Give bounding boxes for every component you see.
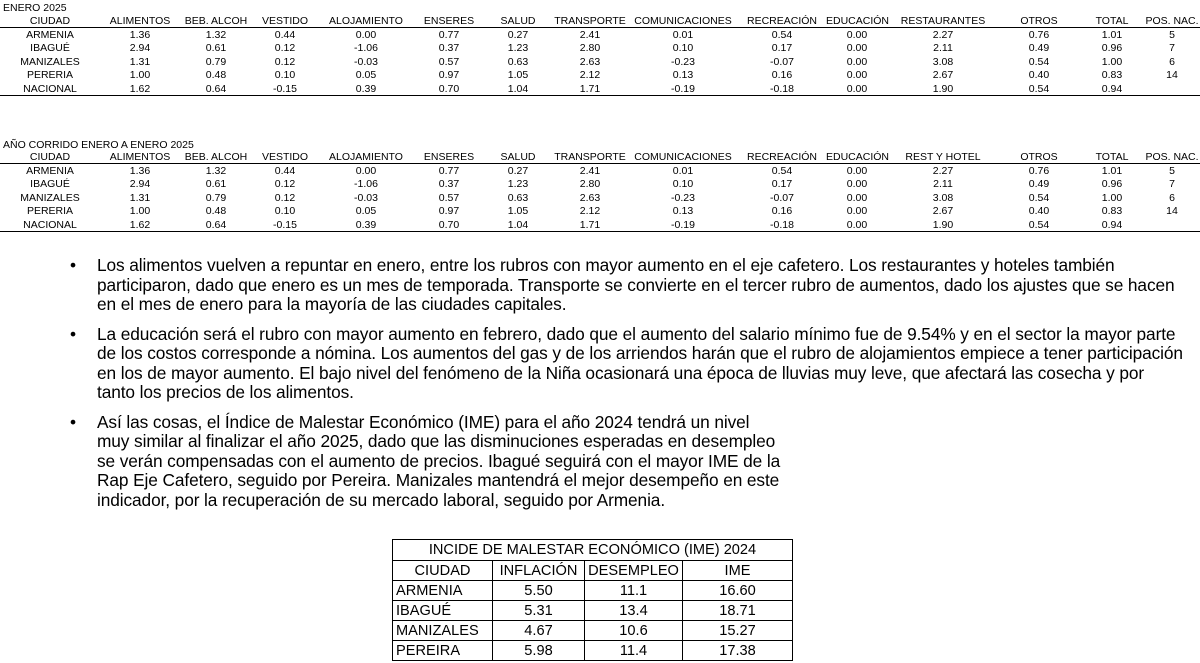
value-cell: 0.54 (998, 82, 1080, 96)
value-cell: 2.12 (579, 205, 601, 218)
column-header: EDUCACIÓN (826, 150, 890, 163)
value-cell: 0.76 (1028, 29, 1050, 42)
value-cell: 0.44 (274, 165, 296, 178)
column-header: SALUD (484, 150, 552, 164)
ime-row (393, 641, 793, 661)
bullet-text: Así las cosas, el Índice de Malestar Económico (IME) para el año 2024 tendrá un nivel muy similar al finalizar el año 2025, dado que las disminuciones esperadas en desempleo se verán compensadas con el aumento de precios. Ibagué seguirá con el mayor IME de la Rap Eje Cafetero, seguido por Pereira. Manizales mantendrá el mejor desempeño en este indicador, por la recuperación de su mercado laboral, seguido por Armenia. (97, 411, 781, 510)
ime-table-title: INCIDE DE MALESTAR ECONÓMICO (IME) 2024 (392, 539, 793, 560)
value-cell: 1.36 (129, 29, 151, 42)
value-cell: 0.37 (438, 42, 460, 55)
value-cell: 0.49 (1028, 178, 1050, 191)
city-cell: MANIZALES (393, 621, 493, 641)
value-cell: -0.07 (770, 55, 794, 68)
value-cell: 1.04 (484, 82, 552, 96)
value-cell: 0.01 (672, 165, 694, 178)
value-cell: 0.76 (1028, 165, 1050, 178)
value-cell: -1.06 (354, 178, 378, 191)
column-header: BEB. ALCOH (180, 14, 252, 28)
value-cell: 0.48 (205, 69, 227, 82)
value-cell: 0.70 (414, 218, 484, 232)
value-cell: -0.18 (738, 218, 826, 232)
value-cell: 0.64 (180, 82, 252, 96)
value-cell: 2.94 (129, 42, 151, 55)
value-cell: 1.05 (507, 69, 529, 82)
bullet-item (68, 325, 1183, 403)
value-cell: 1.23 (507, 42, 529, 55)
value-cell: 0.44 (274, 29, 296, 42)
value-cell: 0.00 (846, 178, 868, 191)
bullet-dot: • (70, 411, 76, 432)
column-header: ALIMENTOS (100, 150, 180, 164)
value-cell: 1.62 (100, 218, 180, 232)
value-cell: 0.16 (771, 205, 793, 218)
city-cell: PERERIA (26, 69, 74, 82)
value-cell: 18.71 (683, 601, 793, 621)
city-cell: IBAGUÉ (393, 601, 493, 621)
column-header: TRANSPORTE (552, 14, 628, 28)
column-header: POS. NAC. (1145, 14, 1199, 27)
table-row (0, 69, 1200, 82)
value-cell: 0.00 (846, 205, 868, 218)
city-cell: MANIZALES (20, 191, 80, 204)
value-cell: -0.18 (738, 82, 826, 96)
city-cell: NACIONAL (0, 82, 100, 96)
value-cell: 0.64 (180, 218, 252, 232)
column-header: VESTIDO (252, 150, 318, 164)
value-cell: 0.61 (205, 178, 227, 191)
column-header: CIUDAD (0, 150, 100, 164)
value-cell: 0.54 (1028, 191, 1050, 204)
value-cell: 2.11 (933, 42, 953, 55)
table1-title: ENERO 2025 (3, 2, 67, 14)
value-cell: 1.00 (1101, 191, 1123, 204)
value-cell: 1.00 (1101, 55, 1123, 68)
value-cell: 2.80 (579, 42, 601, 55)
city-cell: ARMENIA (26, 165, 74, 178)
value-cell: 5 (1169, 165, 1175, 178)
bullet-dot: • (70, 323, 76, 344)
value-cell: -0.15 (252, 218, 318, 232)
value-cell: 0.27 (507, 29, 529, 42)
value-cell: 7 (1169, 42, 1175, 55)
value-cell: 16.60 (683, 581, 793, 601)
value-cell: 5 (1169, 29, 1175, 42)
value-cell: 0.83 (1101, 205, 1123, 218)
value-cell: 1.01 (1101, 165, 1123, 178)
value-cell: 0.00 (846, 29, 868, 42)
column-header: ALIMENTOS (100, 14, 180, 28)
value-cell: -0.15 (252, 82, 318, 96)
value-cell: -0.23 (671, 55, 695, 68)
value-cell: 1.00 (129, 69, 151, 82)
value-cell (1144, 82, 1200, 96)
table-row (0, 218, 1200, 232)
value-cell: 4.67 (493, 621, 585, 641)
value-cell: 0.97 (438, 205, 460, 218)
value-cell: 2.41 (579, 165, 601, 178)
value-cell: 0.40 (1028, 69, 1050, 82)
city-cell: NACIONAL (0, 218, 100, 232)
value-cell: 15.27 (683, 621, 793, 641)
value-cell: 0.57 (438, 55, 460, 68)
value-cell: 0.00 (826, 218, 888, 232)
value-cell: 2.12 (579, 69, 601, 82)
ime-row (393, 621, 793, 641)
bullet-item (68, 413, 1183, 511)
value-cell: 0.54 (771, 165, 793, 178)
value-cell: 0.01 (672, 29, 694, 42)
value-cell: -0.19 (628, 218, 738, 232)
value-cell: 14 (1166, 205, 1178, 218)
value-cell: 5.98 (493, 641, 585, 661)
column-header: POS. NAC. (1145, 150, 1199, 163)
table-row (0, 164, 1200, 178)
value-cell: 0.12 (274, 55, 296, 68)
column-header: BEB. ALCOH (180, 150, 252, 164)
value-cell: 0.00 (355, 165, 377, 178)
value-cell: 0.37 (438, 178, 460, 191)
value-cell: 5.50 (493, 581, 585, 601)
column-header: SALUD (484, 14, 552, 28)
ime-table (392, 539, 793, 661)
value-cell: 0.49 (1028, 42, 1050, 55)
table-row (0, 205, 1200, 218)
value-cell: 0.27 (507, 165, 529, 178)
value-cell: 13.4 (585, 601, 683, 621)
value-cell: 1.04 (484, 218, 552, 232)
value-cell: 6 (1169, 55, 1175, 68)
value-cell: 2.27 (932, 29, 954, 42)
table-row (0, 178, 1200, 191)
column-header: CIUDAD (0, 14, 100, 28)
value-cell: 2.63 (579, 55, 601, 68)
value-cell: 0.10 (274, 69, 296, 82)
value-cell: 0.54 (1028, 55, 1050, 68)
value-cell: 14 (1166, 69, 1178, 82)
column-header: EDUCACIÓN (826, 14, 890, 27)
bullet-text: Los alimentos vuelven a repuntar en enero, entre los rubros con mayor aumento en el eje cafetero. Los restaurantes y hoteles también participaron, dado que enero es un mes de temporada. Transporte se convierte en el tercer rubro de aumentos, dado los ajustes que se hacen en el mes de enero para la mayoría de las ciudades capitales. (97, 255, 1175, 314)
value-cell: 1.31 (129, 55, 151, 68)
value-cell: 0.16 (771, 69, 793, 82)
table-row (0, 42, 1200, 55)
value-cell: 10.6 (585, 621, 683, 641)
value-cell: 0.40 (1028, 205, 1050, 218)
city-cell: IBAGUÉ (30, 178, 70, 191)
value-cell: 6 (1169, 191, 1175, 204)
value-cell: 0.39 (318, 82, 414, 96)
value-cell: 0.12 (274, 42, 296, 55)
table2-header-row (0, 150, 1200, 164)
value-cell: 0.12 (274, 191, 296, 204)
column-header: RECREACIÓN (738, 150, 826, 164)
column-header: ENSERES (414, 14, 484, 28)
ime-column-header: DESEMPLEO (585, 561, 683, 581)
value-cell: 0.10 (672, 178, 694, 191)
bullet-dot: • (70, 255, 76, 275)
value-cell: 0.61 (205, 42, 227, 55)
table1-header-row (0, 14, 1200, 28)
column-header: ENSERES (414, 150, 484, 164)
column-header: ALOJAMIENTO (318, 14, 414, 28)
value-cell: 1.36 (129, 165, 151, 178)
bullet-item (68, 256, 1183, 315)
value-cell: 1.90 (888, 82, 998, 96)
value-cell: 1.00 (129, 205, 151, 218)
value-cell: 0.83 (1101, 69, 1123, 82)
value-cell: 1.23 (507, 178, 529, 191)
value-cell: 0.00 (846, 165, 868, 178)
value-cell: 0.12 (274, 178, 296, 191)
value-cell: 0.94 (1080, 218, 1144, 232)
value-cell: 1.01 (1101, 29, 1123, 42)
value-cell: -1.06 (354, 42, 378, 55)
value-cell: 1.71 (552, 82, 628, 96)
column-header: TRANSPORTE (552, 150, 628, 164)
value-cell: 11.1 (585, 581, 683, 601)
value-cell: -0.03 (354, 191, 378, 204)
column-header: RECREACIÓN (738, 14, 826, 28)
value-cell: 0.54 (998, 218, 1080, 232)
city-cell: IBAGUÉ (30, 42, 70, 55)
value-cell: 0.96 (1101, 178, 1123, 191)
value-cell: 1.90 (888, 218, 998, 232)
value-cell: 0.63 (507, 55, 529, 68)
analysis-bullets (68, 256, 1183, 520)
table2-ano-corrido (0, 150, 1200, 232)
value-cell: 2.63 (579, 191, 601, 204)
value-cell: 2.11 (933, 178, 953, 191)
value-cell: 2.94 (129, 178, 151, 191)
value-cell: 0.96 (1101, 42, 1123, 55)
value-cell: 0.00 (355, 29, 377, 42)
value-cell: 0.05 (355, 69, 377, 82)
table-row (0, 28, 1200, 42)
column-header: TOTAL (1080, 150, 1144, 164)
ime-column-header: INFLACIÓN (493, 561, 585, 581)
value-cell: 0.79 (205, 191, 227, 204)
column-header: TOTAL (1080, 14, 1144, 28)
value-cell: 2.67 (932, 69, 954, 82)
value-cell: 17.38 (683, 641, 793, 661)
value-cell: 3.08 (932, 191, 954, 204)
value-cell: 0.48 (205, 205, 227, 218)
value-cell: 0.00 (846, 191, 868, 204)
value-cell: 2.67 (932, 205, 954, 218)
table1-enero-2025 (0, 14, 1200, 96)
value-cell: 0.39 (318, 218, 414, 232)
value-cell: 5.31 (493, 601, 585, 621)
column-header: ALOJAMIENTO (318, 150, 414, 164)
city-cell: ARMENIA (26, 29, 74, 42)
value-cell: 11.4 (585, 641, 683, 661)
value-cell: 0.00 (846, 69, 868, 82)
ime-column-header: CIUDAD (393, 561, 493, 581)
value-cell: 1.71 (552, 218, 628, 232)
value-cell: 1.62 (100, 82, 180, 96)
value-cell: 0.05 (355, 205, 377, 218)
value-cell: 0.70 (414, 82, 484, 96)
value-cell: 0.17 (771, 42, 793, 55)
column-header: OTROS (998, 14, 1080, 28)
value-cell: 0.10 (274, 205, 296, 218)
table-row (0, 55, 1200, 68)
value-cell: -0.03 (354, 55, 378, 68)
value-cell: 0.00 (846, 42, 868, 55)
value-cell: 1.31 (129, 191, 151, 204)
column-header: REST Y HOTEL (888, 150, 998, 164)
value-cell: 3.08 (932, 55, 954, 68)
city-cell: PERERIA (26, 205, 74, 218)
value-cell: -0.23 (671, 191, 695, 204)
value-cell: 0.13 (672, 205, 694, 218)
column-header: RESTAURANTES (888, 14, 998, 28)
value-cell: 0.10 (672, 42, 694, 55)
value-cell: 0.79 (205, 55, 227, 68)
value-cell: 0.17 (771, 178, 793, 191)
value-cell: 0.13 (672, 69, 694, 82)
value-cell (1144, 218, 1200, 232)
value-cell: 0.77 (438, 29, 460, 42)
value-cell: 0.54 (771, 29, 793, 42)
value-cell: 0.97 (438, 69, 460, 82)
value-cell: 1.05 (507, 205, 529, 218)
city-cell: ARMENIA (393, 581, 493, 601)
value-cell: 0.00 (846, 55, 868, 68)
value-cell: 0.63 (507, 191, 529, 204)
value-cell: 2.41 (579, 29, 601, 42)
ime-column-header: IME (683, 561, 793, 581)
column-header: COMUNICACIONES (628, 14, 738, 28)
value-cell: 1.32 (205, 29, 227, 42)
column-header: VESTIDO (252, 14, 318, 28)
value-cell: 0.00 (826, 82, 888, 96)
table-row (0, 82, 1200, 96)
value-cell: -0.07 (770, 191, 794, 204)
city-cell: MANIZALES (20, 55, 80, 68)
value-cell: 1.32 (205, 165, 227, 178)
value-cell: 0.57 (438, 191, 460, 204)
value-cell: 0.94 (1080, 82, 1144, 96)
value-cell: 2.27 (932, 165, 954, 178)
value-cell: -0.19 (628, 82, 738, 96)
ime-row (393, 581, 793, 601)
column-header: COMUNICACIONES (628, 150, 738, 164)
column-header: OTROS (998, 150, 1080, 164)
value-cell: 0.77 (438, 165, 460, 178)
city-cell: PEREIRA (393, 641, 493, 661)
ime-row (393, 601, 793, 621)
value-cell: 2.80 (579, 178, 601, 191)
table2-title: AÑO CORRIDO ENERO A ENERO 2025 (3, 139, 194, 151)
value-cell: 7 (1169, 178, 1175, 191)
bullet-text: La educación será el rubro con mayor aumento en febrero, dado que el aumento del salario mínimo fue de 9.54% y en el sector la mayor parte de los costos corresponde a nómina. Los aumentos del gas y de los arriendos harán que el rubro de alojamientos empiece a tener participación en los de mayor aumento. El bajo nivel del fenómeno de la Niña ocasionará una época de lluvias muy leve, que afectará las cosecha y por tanto los precios de los alimentos. (97, 323, 1183, 402)
ime-header-row (393, 561, 793, 581)
table-row (0, 191, 1200, 204)
